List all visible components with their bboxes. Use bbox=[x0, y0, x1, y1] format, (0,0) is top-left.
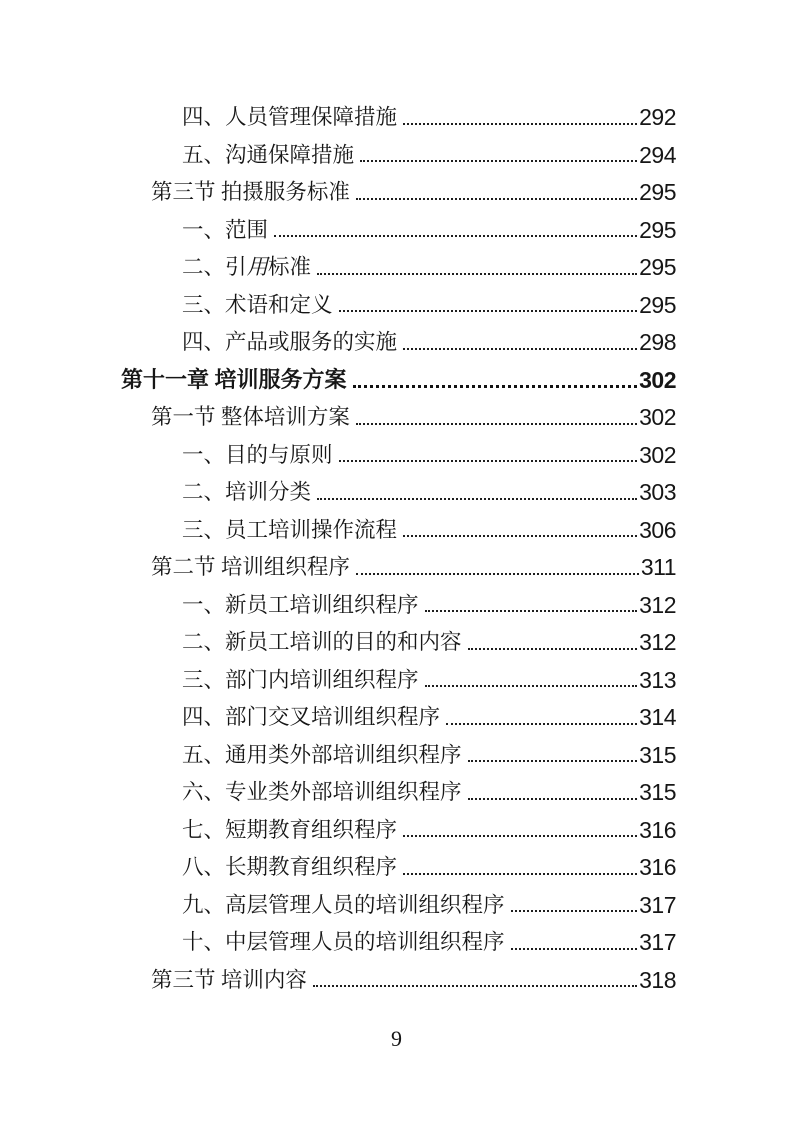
toc-entry-page: 315 bbox=[639, 741, 676, 768]
toc-entry-label: 十、中层管理人员的培训组织程序 bbox=[182, 930, 505, 954]
toc-entry-label: 第十一章 培训服务方案 bbox=[121, 367, 347, 393]
toc-entry-page: 312 bbox=[639, 591, 676, 618]
toc-entry-page: 306 bbox=[639, 516, 676, 543]
toc-leader-dots bbox=[425, 610, 638, 612]
toc-entry-label: 一、目的与原则 bbox=[182, 442, 333, 467]
toc-entry-page: 312 bbox=[639, 629, 676, 656]
toc-leader-dots bbox=[317, 498, 637, 500]
toc-entry-page: 303 bbox=[639, 479, 676, 506]
toc-entry bbox=[121, 324, 676, 362]
toc-entry-label: 一、新员工培训组织程序 bbox=[182, 592, 419, 617]
toc-entry-page: 311 bbox=[640, 554, 676, 581]
toc-entry-label bbox=[182, 257, 311, 279]
toc-leader-dots bbox=[274, 235, 637, 237]
toc-entry-label: 九、高层管理人员的培训组织程序 bbox=[182, 892, 505, 917]
toc-leader-dots bbox=[313, 985, 637, 987]
toc-entry-page: 295 bbox=[639, 291, 676, 318]
toc-entry bbox=[121, 699, 676, 737]
toc-leader-dots bbox=[356, 198, 637, 200]
toc-entry bbox=[121, 962, 676, 1000]
toc-leader-dots bbox=[468, 798, 638, 800]
toc-entry bbox=[121, 399, 676, 437]
toc-entry-page: 314 bbox=[639, 704, 676, 731]
toc-entry bbox=[121, 924, 676, 962]
toc-leader-dots bbox=[360, 160, 637, 162]
toc-leader-dots bbox=[403, 348, 637, 350]
toc-leader-dots bbox=[511, 948, 638, 950]
toc-entry bbox=[121, 212, 676, 250]
toc-entry-page: 295 bbox=[639, 179, 676, 206]
toc-entry-label: 第一节 整体培训方案 bbox=[151, 405, 350, 429]
toc-entry bbox=[121, 549, 676, 587]
toc-entry bbox=[121, 887, 676, 925]
toc-leader-dots bbox=[317, 273, 637, 275]
toc-leader-dots bbox=[339, 310, 638, 312]
toc-leader-dots bbox=[403, 835, 637, 837]
toc-entry-label: 一、范围 bbox=[182, 217, 269, 242]
toc-entry bbox=[121, 362, 676, 400]
toc-entry-label: 第二节 培训组织程序 bbox=[151, 555, 350, 579]
toc-entry bbox=[121, 437, 676, 475]
toc-entry-label: 二、培训分类 bbox=[182, 480, 312, 504]
toc-entry-label-part: 二、引 bbox=[182, 255, 247, 279]
toc-entry bbox=[121, 474, 676, 512]
toc-entry bbox=[121, 849, 676, 887]
toc-entry-page: 295 bbox=[639, 254, 676, 281]
toc-entry bbox=[121, 737, 676, 775]
toc-entry bbox=[121, 624, 676, 662]
toc-leader-dots bbox=[403, 123, 637, 125]
toc-entry bbox=[121, 249, 676, 287]
toc-entry-page: 313 bbox=[639, 666, 676, 693]
toc-entry-label: 第三节 拍摄服务标准 bbox=[151, 180, 350, 204]
toc-list bbox=[121, 99, 676, 999]
toc-entry-label: 五、沟通保障措施 bbox=[182, 142, 355, 167]
toc-entry-label: 二、新员工培训的目的和内容 bbox=[182, 630, 462, 654]
toc-leader-dots bbox=[468, 760, 638, 762]
toc-leader-dots bbox=[511, 910, 638, 912]
toc-leader-dots bbox=[403, 873, 637, 875]
toc-entry bbox=[121, 662, 676, 700]
toc-entry bbox=[121, 812, 676, 850]
toc-entry-label: 三、术语和定义 bbox=[182, 292, 333, 317]
toc-entry bbox=[121, 587, 676, 625]
toc-leader-dots bbox=[356, 573, 639, 575]
toc-entry-page: 315 bbox=[639, 779, 676, 806]
toc-leader-dots bbox=[468, 648, 638, 650]
toc-entry-page: 317 bbox=[639, 891, 676, 918]
toc-entry bbox=[121, 174, 676, 212]
toc-leader-dots bbox=[356, 423, 637, 425]
toc-entry-label: 八、长期教育组织程序 bbox=[182, 855, 398, 879]
toc-entry-label: 四、人员管理保障措施 bbox=[182, 105, 398, 129]
toc-entry-page: 302 bbox=[639, 366, 676, 393]
toc-entry-label: 五、通用类外部培训组织程序 bbox=[182, 742, 462, 767]
toc-leader-dots bbox=[339, 460, 638, 462]
toc-entry-page: 294 bbox=[639, 141, 676, 168]
toc-entry-label-part: 用 bbox=[246, 255, 269, 279]
toc-leader-dots bbox=[353, 385, 638, 388]
toc-entry-label: 三、员工培训操作流程 bbox=[182, 517, 398, 542]
toc-entry-label: 六、专业类外部培训组织程序 bbox=[182, 780, 462, 804]
toc-entry-label: 七、短期教育组织程序 bbox=[182, 817, 398, 842]
toc-entry-label: 第三节 培训内容 bbox=[151, 967, 307, 992]
toc-entry-page: 302 bbox=[639, 441, 676, 468]
toc-entry bbox=[121, 774, 676, 812]
toc-entry-page: 295 bbox=[639, 216, 676, 243]
toc-entry-label: 四、部门交叉培训组织程序 bbox=[182, 705, 441, 729]
toc-leader-dots bbox=[446, 723, 637, 725]
toc-entry bbox=[121, 287, 676, 325]
toc-entry-page: 317 bbox=[639, 929, 676, 956]
toc-entry-label: 三、部门内培训组织程序 bbox=[182, 667, 419, 692]
toc-leader-dots bbox=[403, 535, 637, 537]
footer-page-number: 9 bbox=[391, 1026, 402, 1051]
toc-entry-page: 318 bbox=[639, 966, 676, 993]
toc-entry bbox=[121, 137, 676, 175]
toc-entry-label: 四、产品或服务的实施 bbox=[182, 330, 398, 354]
toc-leader-dots bbox=[425, 685, 638, 687]
toc-entry bbox=[121, 512, 676, 550]
toc-entry-page: 292 bbox=[639, 104, 676, 131]
toc-entry-page: 298 bbox=[639, 329, 676, 356]
toc-entry-page: 316 bbox=[639, 816, 676, 843]
page-footer bbox=[0, 1026, 793, 1052]
toc-entry-page: 316 bbox=[639, 854, 676, 881]
toc-entry-label-part: 标准 bbox=[268, 255, 312, 279]
toc-entry-page: 302 bbox=[639, 404, 676, 431]
toc-entry bbox=[121, 99, 676, 137]
